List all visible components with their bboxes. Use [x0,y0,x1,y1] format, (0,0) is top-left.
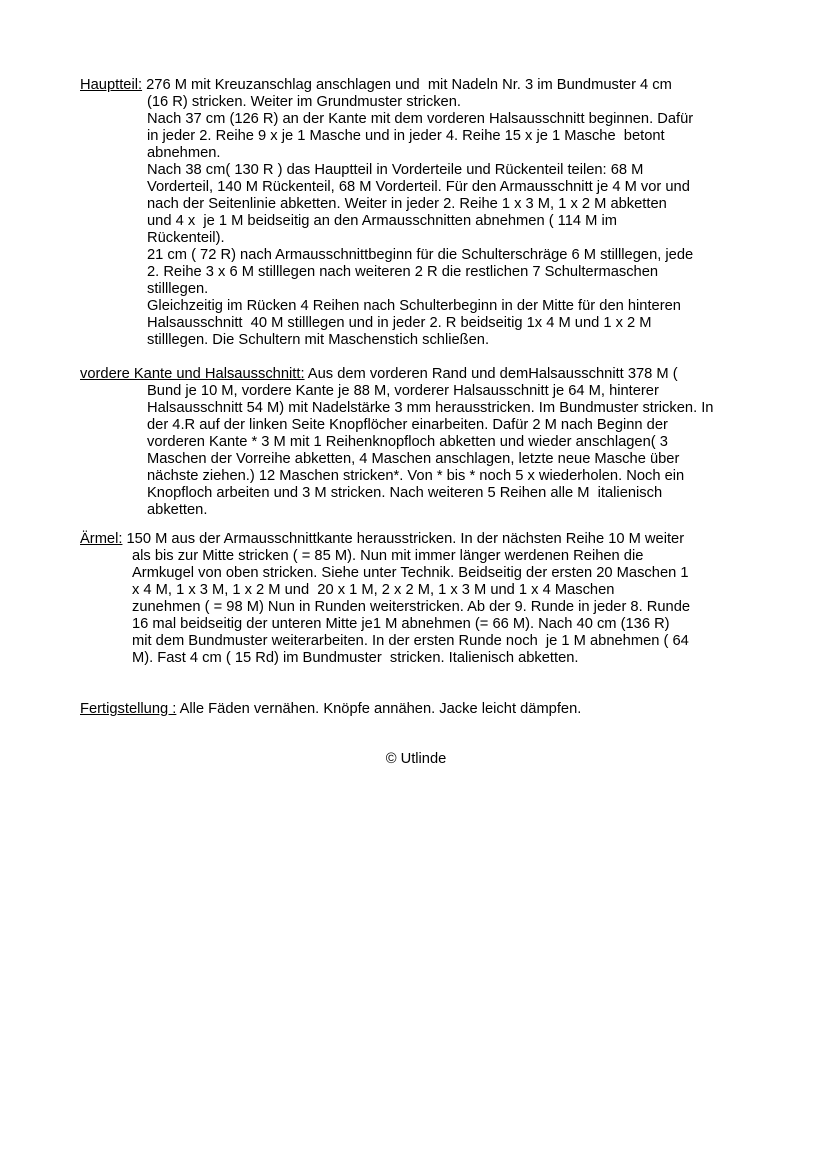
text-line: stilllegen. Die Schultern mit Maschenstich schließen. [147,332,490,348]
text-line: x 4 M, 1 x 3 M, 1 x 2 M und 20 x 1 M, 2 x 2 M, 1 x 3 M und 1 x 4 Maschen [132,582,615,598]
text-line: (16 R) stricken. Weiter im Grundmuster stricken. [147,94,461,110]
vordere-kante-body [80,383,752,519]
text-line: M). Fast 4 cm ( 15 Rd) im Bundmuster stricken. Italienisch abketten. [132,650,579,666]
fertigstellung-heading: Fertigstellung : [80,701,177,717]
text-line: nach der Seitenlinie abketten. Weiter in jeder 2. Reihe 1 x 3 M, 1 x 2 M abketten [147,196,667,212]
aermel-body [80,548,752,667]
text-line: abnehmen. [147,145,221,161]
vordere-kante-heading: vordere Kante und Halsausschnitt: [80,366,305,382]
text-line: zunehmen ( = 98 M) Nun in Runden weiterstricken. Ab der 9. Runde in jeder 8. Runde [132,599,691,615]
section-first-line [80,701,752,718]
fertigstellung-first-text: Alle Fäden vernähen. Knöpfe annähen. Jacke leicht dämpfen. [176,701,582,717]
aermel-first-text: 150 M aus der Armausschnittkante herausstricken. In der nächsten Reihe 10 M weiter [122,531,685,547]
text-line: als bis zur Mitte stricken ( = 85 M). Nun mit immer länger werdenen Reihen die [132,548,644,564]
text-line: Knopfloch arbeiten und 3 M stricken. Nach weiteren 5 Reihen alle M italienisch [147,485,663,501]
hauptteil-first-text: 276 M mit Kreuzanschlag anschlagen und mit Nadeln Nr. 3 im Bundmuster 4 cm [142,77,672,93]
vordere-kante-first-text: Aus dem vorderen Rand und demHalsausschnitt 378 M ( [304,366,678,382]
text-line: Nach 38 cm( 130 R ) das Hauptteil in Vorderteile und Rückenteil teilen: 68 M [147,162,644,178]
text-line: in jeder 2. Reihe 9 x je 1 Masche und in jeder 4. Reihe 15 x je 1 Masche betont [147,128,665,144]
text-line: Nach 37 cm (126 R) an der Kante mit dem vorderen Halsausschnitt beginnen. Dafür [147,111,694,127]
text-line: 2. Reihe 3 x 6 M stilllegen nach weiteren 2 R die restlichen 7 Schultermaschen [147,264,659,280]
text-line: Halsausschnitt 40 M stilllegen und in jeder 2. R beidseitig 1x 4 M und 1 x 2 M [147,315,652,331]
text-line: Rückenteil). [147,230,225,246]
text-line: und 4 x je 1 M beidseitig an den Armausschnitten abnehmen ( 114 M im [147,213,617,229]
section-first-line [80,366,752,383]
copyright-line: © Utlinde [385,751,447,767]
section-first-line [80,77,752,94]
text-line: Maschen der Vorreihe abketten, 4 Maschen anschlagen, letzte neue Masche über [147,451,680,467]
text-line: 16 mal beidseitig der unteren Mitte je1 M abnehmen (= 66 M). Nach 40 cm (136 R) [132,616,670,632]
text-line: 21 cm ( 72 R) nach Armausschnittbeginn für die Schulterschräge 6 M stilllegen, jede [147,247,694,263]
text-line: Gleichzeitig im Rücken 4 Reihen nach Schulterbeginn in der Mitte für den hinteren [147,298,681,314]
section-fertigstellung [80,701,752,718]
text-line: der 4.R auf der linken Seite Knopflöcher einarbeiten. Dafür 2 M nach Beginn der [147,417,668,433]
text-line: mit dem Bundmuster weiterarbeiten. In der ersten Runde noch je 1 M abnehmen ( 64 [132,633,689,649]
section-first-line [80,531,752,548]
text-line: Vorderteil, 140 M Rückenteil, 68 M Vorderteil. Für den Armausschnitt je 4 M vor und [147,179,690,195]
section-aermel [80,531,752,667]
text-line: Halsausschnitt 54 M) mit Nadelstärke 3 mm herausstricken. Im Bundmuster stricken. In [147,400,714,416]
text-line: Bund je 10 M, vordere Kante je 88 M, vorderer Halsausschnitt je 64 M, hinterer [147,383,659,399]
text-line: vorderen Kante * 3 M mit 1 Reihenknopfloch abketten und wieder anschlagen( 3 [147,434,668,450]
hauptteil-body [80,94,752,349]
hauptteil-heading: Hauptteil: [80,77,143,93]
document-content [80,77,752,768]
text-line: stilllegen. [147,281,209,297]
aermel-heading: Ärmel: [80,531,123,547]
text-line: Armkugel von oben stricken. Siehe unter Technik. Beidseitig der ersten 20 Maschen 1 [132,565,689,581]
section-hauptteil [80,77,752,349]
text-line: abketten. [147,502,208,518]
text-line: nächste ziehen.) 12 Maschen stricken*. Von * bis * noch 5 x wiederholen. Noch ein [147,468,685,484]
section-vordere-kante [80,366,752,519]
